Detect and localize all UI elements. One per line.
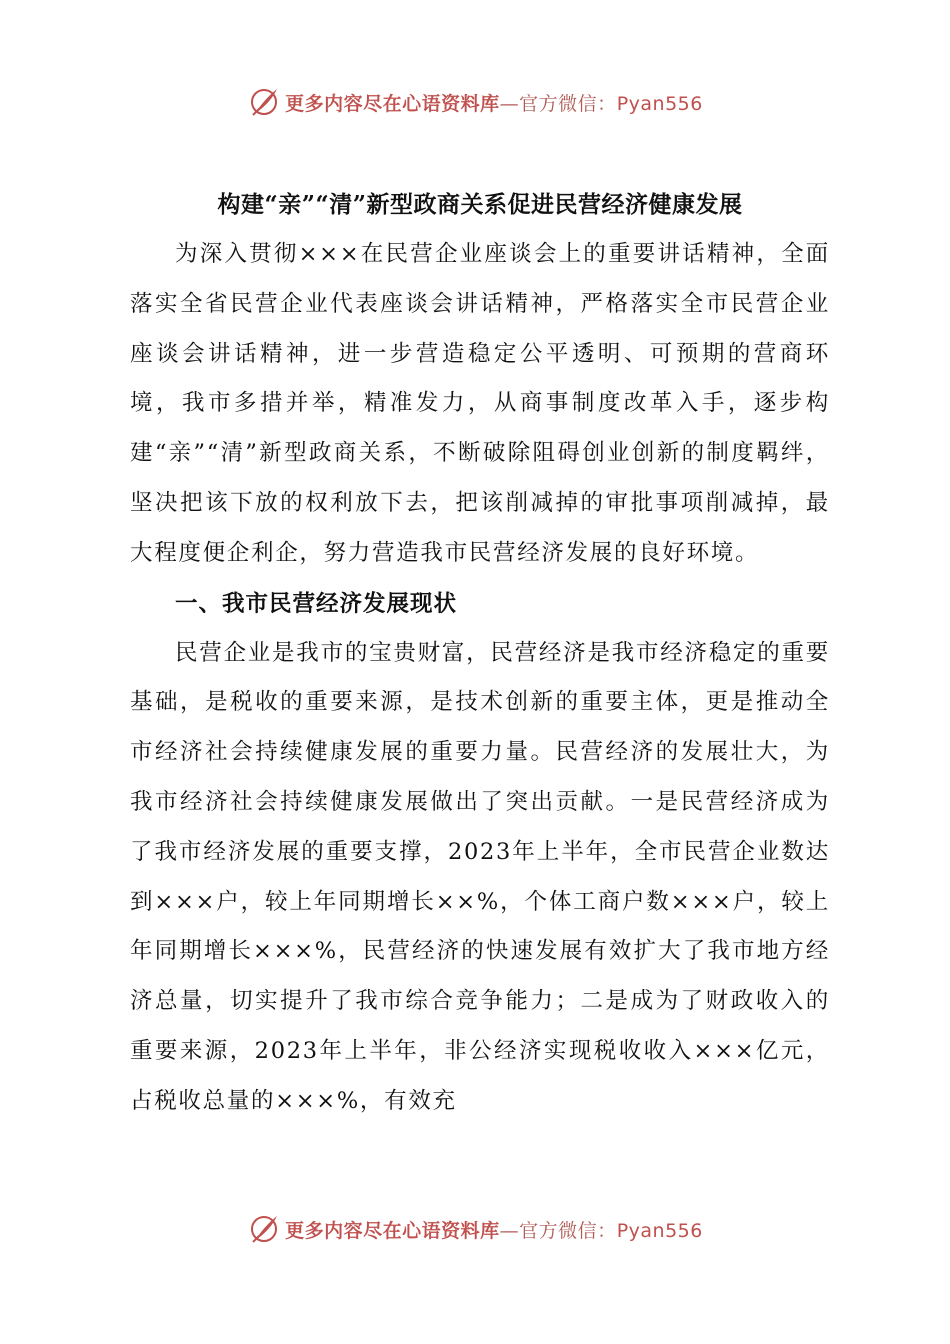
section-paragraph: 民营企业是我市的宝贵财富，民营经济是我市经济稳定的重要基础，是税收的重要来源，是技术创新的重要主体，更是推动全市经济社会持续健康发展的重要力量。民营经济的发展壮大，为我市经济社会持续健康发展做出了突出贡献。一是民营经济成为了我市经济发展的重要支撑，2023年上半年，全市民营企业数达到×××户，较上年同期增长××%，个体工商户数×××户，较上年同期增长×××%，民营经济的快速发展有效扩大了我市地方经济总量，切实提升了我市综合竞争能力；二是成为了财政收入的重要来源，2023年上半年，非公经济实现税收收入×××亿元，占税收总量的×××%，有效充 [130,639,830,1114]
watermark-text [285,1216,703,1243]
watermark-wechat-label: —官方微信： [499,1219,617,1242]
watermark-main-text: 更多内容尽在心语资料库 [285,1219,500,1242]
watermark-wechat-id: Pyan556 [616,92,703,115]
document-body [130,180,830,1127]
quill-logo-icon [247,85,281,119]
watermark-text [285,89,703,116]
watermark-wechat-id: Pyan556 [616,1219,703,1242]
footer-watermark-banner [0,1209,950,1249]
watermark-wechat-label: —官方微信： [499,92,617,115]
header-watermark-banner [0,82,950,122]
document-title: 构建“亲”“清”新型政商关系促进民营经济健康发展 [217,191,743,218]
section-heading: 一、我市民营经济发展现状 [175,590,458,617]
watermark-main-text: 更多内容尽在心语资料库 [285,92,500,115]
quill-logo-icon [247,1212,281,1246]
intro-paragraph: 为深入贯彻×××在民营企业座谈会上的重要讲话精神，全面落实全省民营企业代表座谈会讲话精神，严格落实全市民营企业座谈会讲话精神，进一步营造稳定公平透明、可预期的营商环境，我市多措并举，精准发力，从商事制度改革入手，逐步构建“亲”“清”新型政商关系，不断破除阻碍创业创新的制度羁绊，坚决把该下放的权利放下去，把该削减掉的审批事项削减掉，最大程度便企利企，努力营造我市民营经济发展的良好环境。 [130,241,830,566]
